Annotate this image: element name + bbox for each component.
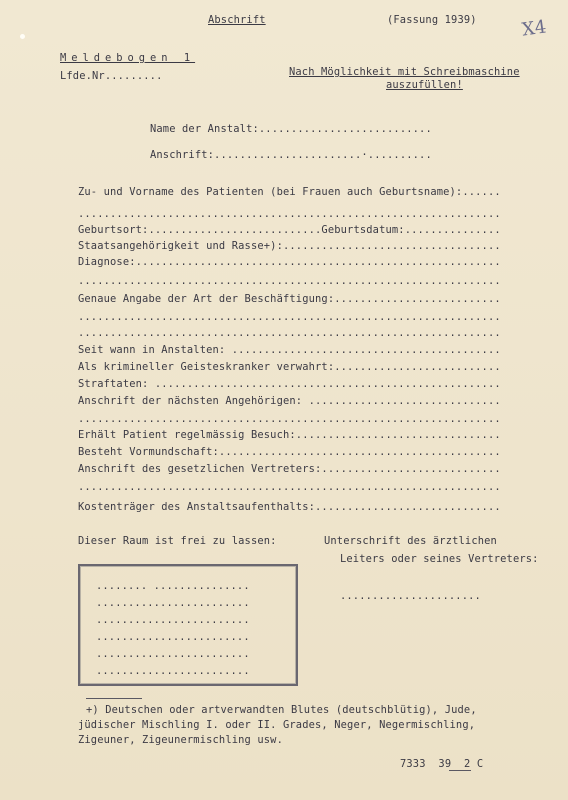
institution-name-field: Name der Anstalt:........................... <box>150 123 432 135</box>
signature-line: ...................... <box>340 590 481 602</box>
institution-address-field: Anschrift:.......................·.......... <box>150 149 432 161</box>
patient-field-line: Als krimineller Geisteskranker verwahrt:.......................... <box>78 361 501 373</box>
version-label: (Fassung 1939) <box>387 14 477 26</box>
lfde-nr-field: Lfde.Nr......... <box>60 70 163 82</box>
patient-field-line: .................................................................. <box>78 208 501 220</box>
patient-field-line: .................................................................. <box>78 311 501 323</box>
patient-field-line: Anschrift des gesetzlichen Vertreters:............................ <box>78 463 501 475</box>
reserved-box-line: ........................ <box>96 648 250 660</box>
handwritten-mark: X4 <box>520 16 548 41</box>
footnote-line: Zigeuner, Zigeunermischling usw. <box>78 734 283 746</box>
reserved-box-line: ........................ <box>96 614 250 626</box>
paper-mark <box>20 34 25 39</box>
patient-field-line: Genaue Angabe der Art der Beschäftigung:.......................... <box>78 293 501 305</box>
patient-field-line: .................................................................. <box>78 275 501 287</box>
patient-field-line: Diagnose:......................................................... <box>78 256 501 268</box>
reserved-box-line: ........................ <box>96 597 250 609</box>
patient-field-line: Geburtsort:...........................Geburtsdatum:............... <box>78 224 501 236</box>
patient-field-line: Kostenträger des Anstaltsaufenthalts:............................. <box>78 501 501 513</box>
patient-field-line: Zu- und Vorname des Patienten (bei Frauen auch Geburtsname):...... <box>78 186 501 198</box>
patient-field-line: Erhält Patient regelmässig Besuch:................................ <box>78 429 501 441</box>
instruction-line-2: auszufüllen! <box>386 79 463 91</box>
form-code-underline <box>449 770 471 771</box>
patient-field-line: .................................................................. <box>78 327 501 339</box>
patient-field-line: .................................................................. <box>78 481 501 493</box>
footnote-line: jüdischer Mischling I. oder II. Grades, Neger, Negermischling, <box>78 719 476 731</box>
free-space-label: Dieser Raum ist frei zu lassen: <box>78 535 277 547</box>
footnote-rule <box>86 698 142 699</box>
reserved-box <box>78 564 298 686</box>
instruction-line-1: Nach Möglichkeit mit Schreibmaschine <box>289 66 520 78</box>
patient-field-line: .................................................................. <box>78 413 501 425</box>
reserved-box-line: ........ ............... <box>96 580 250 592</box>
patient-field-line: Seit wann in Anstalten: .......................................... <box>78 344 501 356</box>
form-title: Meldebogen 1 <box>60 52 196 64</box>
patient-field-line: Besteht Vormundschaft:............................................ <box>78 446 501 458</box>
footnote-line: +) Deutschen oder artverwandten Blutes (deutschblütig), Jude, <box>86 704 477 716</box>
reserved-box-line: ........................ <box>96 665 250 677</box>
document-title: Abschrift <box>208 14 266 26</box>
reserved-box-line: ........................ <box>96 631 250 643</box>
patient-field-line: Straftaten: ...................................................... <box>78 378 501 390</box>
signature-label-line-1: Unterschrift des ärztlichen <box>324 535 497 547</box>
patient-field-line: Anschrift der nächsten Angehörigen: .............................. <box>78 395 501 407</box>
patient-field-line: Staatsangehörigkeit und Rasse+):.................................. <box>78 240 501 252</box>
signature-label-line-2: Leiters oder seines Vertreters: <box>340 553 539 565</box>
form-code: 7333 39 2 C <box>400 758 484 770</box>
